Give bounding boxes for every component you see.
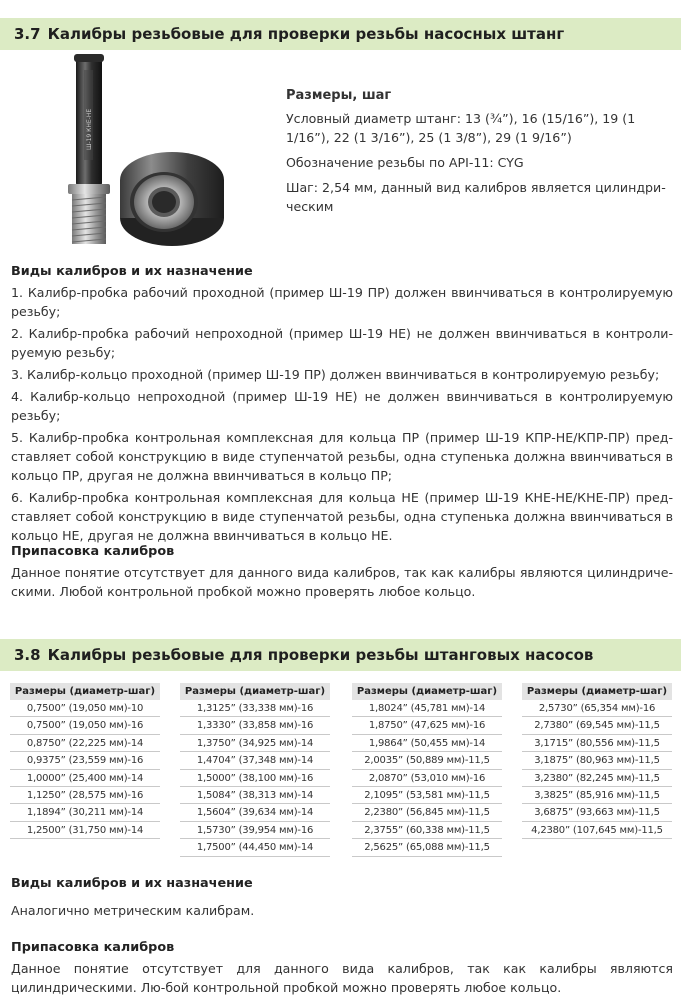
section-header-3-7	[0, 18, 681, 50]
sizes-block	[286, 86, 676, 222]
thread-designation: Обозначение резьбы по API-11: CYG	[286, 155, 524, 170]
type-item: 1. Калибр-пробка рабочий проходной (пример Ш-19 ПР) должен ввинчиваться в контролируемую резьбу;	[11, 285, 673, 319]
rod-diameters: Условный диаметр штанг: 13 (¾”), 16 (15/16”), 19 (1 1/16”), 22 (1 3/16”), 25 (1 3/8”), 29 (1 9/16”)	[286, 111, 636, 145]
sizes-heading: Размеры, шаг	[286, 88, 392, 103]
table-row: 0,9375” (23,559 мм)-16	[10, 752, 160, 769]
type-item: 6. Калибр-пробка контрольная комплексная для кольца НЕ (пример Ш-19 КНЕ-НЕ/КНЕ-ПР) пред-ставляет собой конструкцию в виде ступенчатой резьбы, одна ступенька должна ввинчиваться в кольцо НЕ, другая не должна ввинчиваться в кольцо НЕ.	[11, 490, 673, 543]
table-row: 1,2500” (31,750 мм)-14	[10, 822, 160, 839]
table-header: Размеры (диаметр-шаг)	[10, 683, 160, 700]
gauge-photo	[60, 50, 230, 250]
size-table-3	[352, 683, 502, 857]
table-row: 0,7500” (19,050 мм)-10	[10, 700, 160, 717]
size-table-4	[522, 683, 672, 839]
size-table-1	[10, 683, 160, 839]
section-number: 3.8	[14, 646, 41, 664]
table-header: Размеры (диаметр-шаг)	[352, 683, 502, 700]
type-item: 2. Калибр-пробка рабочий непроходной (пример Ш-19 НЕ) не должен ввинчиваться в контроли-руемую резьбу;	[11, 326, 673, 360]
engraving-text: Ш-19 КНЕ-НЕ	[86, 108, 93, 150]
table-row: 2,5625” (65,088 мм)-11,5	[352, 839, 502, 856]
types-heading: Виды калибров и их назначение	[11, 264, 253, 279]
table-row: 3,2380” (82,245 мм)-11,5	[522, 770, 672, 787]
gauge-types-block	[11, 262, 673, 548]
table-row: 3,6875” (93,663 мм)-11,5	[522, 804, 672, 821]
table-row: 0,8750” (22,225 мм)-14	[10, 735, 160, 752]
table-row: 2,3755” (60,338 мм)-11,5	[352, 822, 502, 839]
table-row: 3,3825” (85,916 мм)-11,5	[522, 787, 672, 804]
table-row: 1,7500” (44,450 мм)-14	[180, 839, 330, 856]
section-header-3-8	[0, 639, 681, 671]
size-table-2	[180, 683, 330, 857]
fitting-text: Данное понятие отсутствует для данного вида калибров, так как калибры являются цилиндриче-скими. Любой контрольной пробкой можно проверять любое кольцо.	[11, 565, 673, 599]
types-heading: Виды калибров и их назначение	[11, 876, 253, 891]
types-text: Аналогично метрическим калибрам.	[11, 903, 255, 918]
table-row: 1,5604” (39,634 мм)-14	[180, 804, 330, 821]
fitting-heading: Припасовка калибров	[11, 940, 175, 955]
type-item: 4. Калибр-кольцо непроходной (пример Ш-19 НЕ) не должен ввинчиваться в контролируемую резьбу;	[11, 389, 673, 423]
table-row: 1,8024” (45,781 мм)-14	[352, 700, 502, 717]
table-row: 1,3750” (34,925 мм)-14	[180, 735, 330, 752]
table-row: 2,0870” (53,010 мм)-16	[352, 770, 502, 787]
table-row: 1,3330” (33,858 мм)-16	[180, 717, 330, 734]
table-row: 1,3125” (33,338 мм)-16	[180, 700, 330, 717]
table-row: 2,1095” (53,581 мм)-11,5	[352, 787, 502, 804]
table-row: 4,2380” (107,645 мм)-11,5	[522, 822, 672, 839]
table-row: 3,1875” (80,963 мм)-11,5	[522, 752, 672, 769]
section-title: Калибры резьбовые для проверки резьбы насосных штанг	[47, 25, 565, 43]
table-header: Размеры (диаметр-шаг)	[180, 683, 330, 700]
table-row: 2,0035” (50,889 мм)-11,5	[352, 752, 502, 769]
fitting-text: Данное понятие отсутствует для данного вида калибров, так как калибры являются цилиндрическими. Лю-бой контрольной пробкой можно проверять любое кольцо.	[11, 961, 673, 995]
table-row: 1,9864” (50,455 мм)-14	[352, 735, 502, 752]
table-header: Размеры (диаметр-шаг)	[522, 683, 672, 700]
section-title: Калибры резьбовые для проверки резьбы штанговых насосов	[47, 646, 594, 664]
table-row: 1,5730” (39,954 мм)-16	[180, 822, 330, 839]
type-item: 3. Калибр-кольцо проходной (пример Ш-19 ПР) должен ввинчиваться в контролируемую резьбу;	[11, 367, 660, 382]
table-row: 1,4704” (37,348 мм)-14	[180, 752, 330, 769]
fitting-block-2	[11, 938, 673, 1000]
section-number: 3.7	[14, 25, 41, 43]
table-row: 2,2380” (56,845 мм)-11,5	[352, 804, 502, 821]
table-row: 1,0000” (25,400 мм)-14	[10, 770, 160, 787]
table-row: 2,7380” (69,545 мм)-11,5	[522, 717, 672, 734]
table-row: 1,5000” (38,100 мм)-16	[180, 770, 330, 787]
table-row: 3,1715” (80,556 мм)-11,5	[522, 735, 672, 752]
table-row: 1,1894” (30,211 мм)-14	[10, 804, 160, 821]
thread-pitch: Шаг: 2,54 мм, данный вид калибров является цилиндри-ческим	[286, 180, 666, 214]
table-row: 0,7500” (19,050 мм)-16	[10, 717, 160, 734]
type-item: 5. Калибр-пробка контрольная комплексная для кольца ПР (пример Ш-19 КПР-НЕ/КПР-ПР) пред-ставляет собой конструкцию в виде ступенчатой резьбы, одна ступенька должна ввинчиваться в кольцо ПР, другая не должна ввинчиваться в кольцо ПР;	[11, 430, 673, 483]
table-row: 1,8750” (47,625 мм)-16	[352, 717, 502, 734]
table-row: 1,5084” (38,313 мм)-14	[180, 787, 330, 804]
table-row: 1,1250” (28,575 мм)-16	[10, 787, 160, 804]
gauge-types-block-2	[11, 874, 673, 923]
table-row: 2,5730” (65,354 мм)-16	[522, 700, 672, 717]
fitting-heading: Припасовка калибров	[11, 544, 175, 559]
fitting-block	[11, 542, 673, 604]
